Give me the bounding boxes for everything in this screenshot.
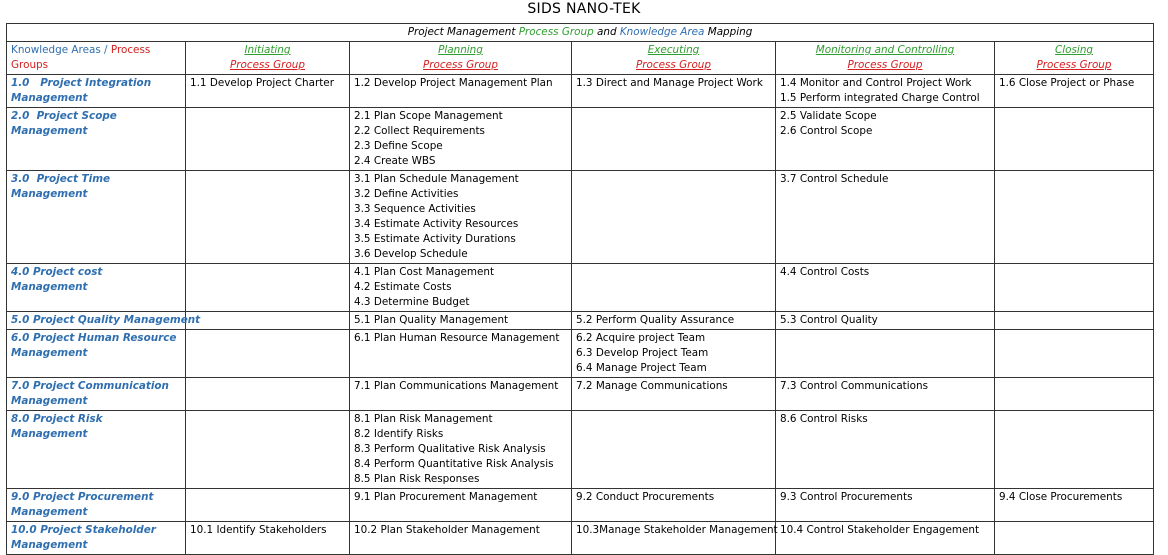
- process-item: 10.2 Plan Stakeholder Management: [354, 524, 540, 536]
- process-item: 4.4 Control Costs: [780, 266, 870, 278]
- header-row: [7, 42, 1154, 75]
- process-item: 3.5 Estimate Activity Durations: [354, 233, 516, 245]
- process-item: 4.3 Determine Budget: [354, 296, 470, 308]
- process-item: 4.2 Estimate Costs: [354, 281, 452, 293]
- process-cell: [350, 264, 572, 312]
- process-cell: [995, 378, 1154, 411]
- process-item: 3.2 Define Activities: [354, 188, 459, 200]
- header-group-3: [776, 42, 995, 75]
- knowledge-area-text: Management: [11, 428, 88, 440]
- process-cell: [776, 522, 995, 555]
- knowledge-area-text: Management: [11, 281, 88, 293]
- process-cell: [776, 312, 995, 330]
- process-cell: [186, 108, 350, 171]
- knowledge-area-text: Management: [11, 539, 88, 551]
- process-item: 7.3 Control Communications: [780, 380, 929, 392]
- process-cell: [186, 378, 350, 411]
- process-cell: [350, 171, 572, 264]
- process-cell: [186, 522, 350, 555]
- group-suffix: Process Group: [636, 59, 711, 71]
- table-row: [7, 312, 1154, 330]
- group-name: Closing: [1055, 44, 1093, 56]
- process-item: 1.3 Direct and Manage Project Work: [576, 77, 763, 89]
- header-group-4: [995, 42, 1154, 75]
- caption-text-2: and: [593, 26, 620, 38]
- process-cell: [572, 171, 776, 264]
- process-cell: [995, 489, 1154, 522]
- knowledge-area-cell: [7, 330, 186, 378]
- process-item: 8.4 Perform Quantitative Risk Analysis: [354, 458, 554, 470]
- knowledge-area-text: 4.0 Project cost: [11, 266, 103, 278]
- header-process-label: Process: [110, 44, 151, 56]
- knowledge-area-text: 3.0 Project Time: [11, 173, 111, 185]
- caption-knowledge-area: Knowledge Area: [619, 26, 705, 38]
- process-cell: [572, 75, 776, 108]
- process-item: 10.1 Identify Stakeholders: [190, 524, 327, 536]
- caption-text-1: Project Management: [407, 26, 519, 38]
- process-item: 9.1 Plan Procurement Management: [354, 491, 538, 503]
- process-cell: [995, 411, 1154, 489]
- process-item: 3.1 Plan Schedule Management: [354, 173, 519, 185]
- knowledge-area-cell: [7, 75, 186, 108]
- process-cell: [995, 312, 1154, 330]
- process-item: 2.6 Control Scope: [780, 125, 873, 137]
- knowledge-area-cell: [7, 411, 186, 489]
- process-item: 4.1 Plan Cost Management: [354, 266, 495, 278]
- process-item: 6.3 Develop Project Team: [576, 347, 709, 359]
- process-item: 1.5 Perform integrated Charge Control: [780, 92, 980, 104]
- process-cell: [572, 411, 776, 489]
- process-item: 7.2 Manage Communications: [576, 380, 728, 392]
- process-cell: [186, 330, 350, 378]
- group-suffix: Process Group: [230, 59, 305, 71]
- process-cell: [186, 171, 350, 264]
- table-row: [7, 378, 1154, 411]
- table-row: [7, 264, 1154, 312]
- table-caption: [7, 24, 1154, 42]
- knowledge-area-cell: [7, 522, 186, 555]
- knowledge-area-text: 8.0 Project Risk: [11, 413, 103, 425]
- process-item: 9.4 Close Procurements: [999, 491, 1123, 503]
- mapping-table: [6, 23, 1154, 555]
- knowledge-area-text: 6.0 Project Human Resource: [11, 332, 177, 344]
- process-item: 1.1 Develop Project Charter: [190, 77, 334, 89]
- process-cell: [776, 489, 995, 522]
- process-cell: [776, 330, 995, 378]
- caption-row: [7, 24, 1154, 42]
- process-cell: [572, 312, 776, 330]
- process-item: 5.3 Control Quality: [780, 314, 878, 326]
- process-item: 8.3 Perform Qualitative Risk Analysis: [354, 443, 546, 455]
- caption-text-3: Mapping: [704, 26, 753, 38]
- process-item: 1.6 Close Project or Phase: [999, 77, 1135, 89]
- table-row: [7, 75, 1154, 108]
- process-item: 8.5 Plan Risk Responses: [354, 473, 480, 485]
- process-cell: [572, 522, 776, 555]
- group-name: Executing: [647, 44, 700, 56]
- process-cell: [572, 330, 776, 378]
- process-cell: [186, 75, 350, 108]
- process-item: 1.4 Monitor and Control Project Work: [780, 77, 972, 89]
- table-row: [7, 522, 1154, 555]
- table-row: [7, 330, 1154, 378]
- header-groups-label: Groups: [11, 59, 49, 71]
- caption-process-group: Process Group: [518, 26, 594, 38]
- process-item: 6.2 Acquire project Team: [576, 332, 706, 344]
- process-item: 2.2 Collect Requirements: [354, 125, 485, 137]
- process-item: 9.3 Control Procurements: [780, 491, 913, 503]
- process-cell: [350, 411, 572, 489]
- knowledge-area-text: Management: [11, 188, 88, 200]
- process-cell: [995, 264, 1154, 312]
- group-suffix: Process Group: [1036, 59, 1112, 71]
- process-cell: [572, 489, 776, 522]
- process-cell: [350, 522, 572, 555]
- group-name: Monitoring and Controlling: [815, 44, 955, 56]
- header-group-2: [572, 42, 776, 75]
- process-item: 7.1 Plan Communications Management: [354, 380, 559, 392]
- process-item: 5.2 Perform Quality Assurance: [576, 314, 735, 326]
- process-cell: [350, 378, 572, 411]
- header-group-0: [186, 42, 350, 75]
- process-item: 3.7 Control Schedule: [780, 173, 889, 185]
- process-cell: [776, 171, 995, 264]
- process-cell: [995, 171, 1154, 264]
- process-cell: [995, 108, 1154, 171]
- group-suffix: Process Group: [847, 59, 923, 71]
- process-cell: [572, 378, 776, 411]
- knowledge-area-cell: [7, 312, 201, 330]
- process-cell: [350, 75, 572, 108]
- process-cell: [186, 312, 350, 330]
- page-title: SIDS NANO-TEK: [527, 1, 641, 17]
- process-item: 3.6 Develop Schedule: [354, 248, 468, 260]
- process-item: 3.3 Sequence Activities: [354, 203, 476, 215]
- group-suffix: Process Group: [423, 59, 498, 71]
- process-cell: [995, 75, 1154, 108]
- process-cell: [776, 378, 995, 411]
- process-item: 2.3 Define Scope: [354, 140, 443, 152]
- knowledge-area-text: Management: [11, 347, 88, 359]
- knowledge-area-cell: [7, 108, 186, 171]
- process-item: 8.1 Plan Risk Management: [354, 413, 493, 425]
- process-item: 8.6 Control Risks: [780, 413, 868, 425]
- process-item: 5.1 Plan Quality Management: [354, 314, 509, 326]
- process-cell: [186, 489, 350, 522]
- process-item: 1.2 Develop Project Management Plan: [354, 77, 553, 89]
- process-cell: [776, 411, 995, 489]
- process-cell: [186, 411, 350, 489]
- knowledge-area-text: 7.0 Project Communication: [11, 380, 169, 392]
- process-cell: [350, 489, 572, 522]
- process-item: 2.4 Create WBS: [354, 155, 436, 167]
- table-row: [7, 411, 1154, 489]
- group-name: Initiating: [244, 44, 291, 56]
- process-cell: [572, 108, 776, 171]
- process-cell: [776, 264, 995, 312]
- header-ka-label: Knowledge Areas /: [11, 44, 111, 56]
- table-row: [7, 489, 1154, 522]
- header-group-1: [350, 42, 572, 75]
- process-cell: [995, 330, 1154, 378]
- knowledge-area-cell: [7, 489, 186, 522]
- process-item: 2.5 Validate Scope: [780, 110, 877, 122]
- header-knowledge-areas: [7, 42, 186, 75]
- process-cell: [350, 108, 572, 171]
- process-item: 3.4 Estimate Activity Resources: [354, 218, 519, 230]
- process-item: 6.1 Plan Human Resource Management: [354, 332, 560, 344]
- knowledge-area-text: Management: [11, 92, 88, 104]
- knowledge-area-text: 5.0 Project Quality Management: [11, 314, 201, 326]
- knowledge-area-text: 1.0 Project Integration: [11, 77, 152, 89]
- process-item: 10.4 Control Stakeholder Engagement: [780, 524, 980, 536]
- process-cell: [572, 264, 776, 312]
- knowledge-area-text: Management: [11, 506, 88, 518]
- knowledge-area-text: 10.0 Project Stakeholder: [11, 524, 156, 536]
- table-row: [7, 171, 1154, 264]
- process-item: 6.4 Manage Project Team: [576, 362, 707, 374]
- process-cell: [995, 522, 1154, 555]
- knowledge-area-text: Management: [11, 395, 88, 407]
- knowledge-area-cell: [7, 171, 186, 264]
- process-cell: [776, 108, 995, 171]
- table-row: [7, 108, 1154, 171]
- knowledge-area-text: 2.0 Project Scope: [11, 110, 117, 122]
- knowledge-area-cell: [7, 378, 186, 411]
- knowledge-area-text: 9.0 Project Procurement: [11, 491, 154, 503]
- process-item: 10.3Manage Stakeholder Management: [576, 524, 778, 536]
- knowledge-area-text: Management: [11, 125, 88, 137]
- process-cell: [186, 264, 350, 312]
- knowledge-area-cell: [7, 264, 186, 312]
- process-item: 9.2 Conduct Procurements: [576, 491, 715, 503]
- process-cell: [776, 75, 995, 108]
- process-item: 2.1 Plan Scope Management: [354, 110, 503, 122]
- group-name: Planning: [438, 44, 483, 56]
- table-body: [7, 75, 1154, 555]
- process-cell: [350, 312, 572, 330]
- process-item: 8.2 Identify Risks: [354, 428, 444, 440]
- process-cell: [350, 330, 572, 378]
